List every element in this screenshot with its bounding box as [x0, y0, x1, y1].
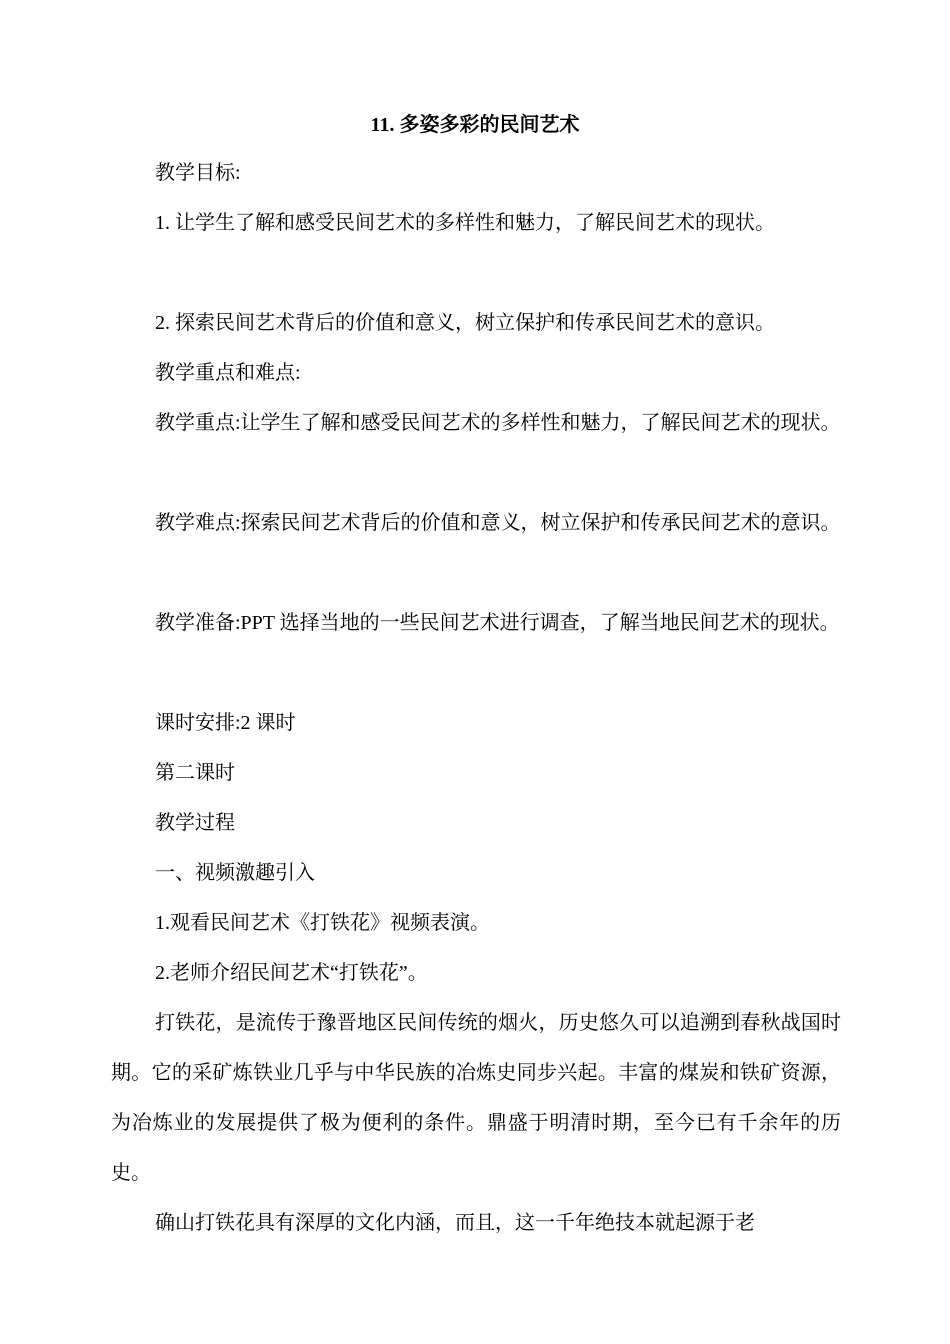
paragraph-teaching-goals-heading: 教学目标:: [155, 162, 241, 184]
paragraph-schedule: 课时安排:2 课时: [155, 712, 296, 734]
paragraph-iron-flower-intro: 打铁花，是流传于豫晋地区民间传统的烟火，历史悠久可以追溯到春秋战国时期。它的采矿炼铁业几乎与中华民族的冶炼史同步兴起。丰富的煤炭和铁矿资源，为冶炼业的发展提供了极为便利的条件。鼎盛于明清时期，至今已有千余年的历史。: [111, 1012, 841, 1184]
paragraph-step-2: 2.老师介绍民间艺术“打铁花”。: [155, 962, 428, 984]
paragraph-preparation: 教学准备:PPT 选择当地的一些民间艺术进行调查，了解当地民间艺术的现状。: [155, 612, 840, 634]
paragraph-difficult-point: 教学难点:探索民间艺术背后的价值和意义，树立保护和传承民间艺术的意识。: [155, 512, 841, 534]
paragraph-second-lesson: 第二课时: [155, 762, 235, 784]
paragraph-key-point: 教学重点:让学生了解和感受民间艺术的多样性和魅力，了解民间艺术的现状。: [155, 412, 841, 434]
paragraph-section-one: 一、视频激趣引入: [155, 862, 315, 884]
paragraph-key-difficult-heading: 教学重点和难点:: [155, 362, 301, 384]
paragraph-goal-2: 2. 探索民间艺术背后的价值和意义，树立保护和传承民间艺术的意识。: [155, 312, 775, 334]
paragraph-goal-1: 1. 让学生了解和感受民间艺术的多样性和魅力，了解民间艺术的现状。: [155, 212, 775, 234]
paragraph-step-1: 1.观看民间艺术《打铁花》视频表演。: [155, 912, 490, 934]
paragraph-teaching-process: 教学过程: [155, 812, 235, 834]
paragraph-queshan: 确山打铁花具有深厚的文化内涵，而且，这一千年绝技本就起源于老: [155, 1212, 755, 1234]
document-title: 11. 多姿多彩的民间艺术: [370, 114, 580, 136]
